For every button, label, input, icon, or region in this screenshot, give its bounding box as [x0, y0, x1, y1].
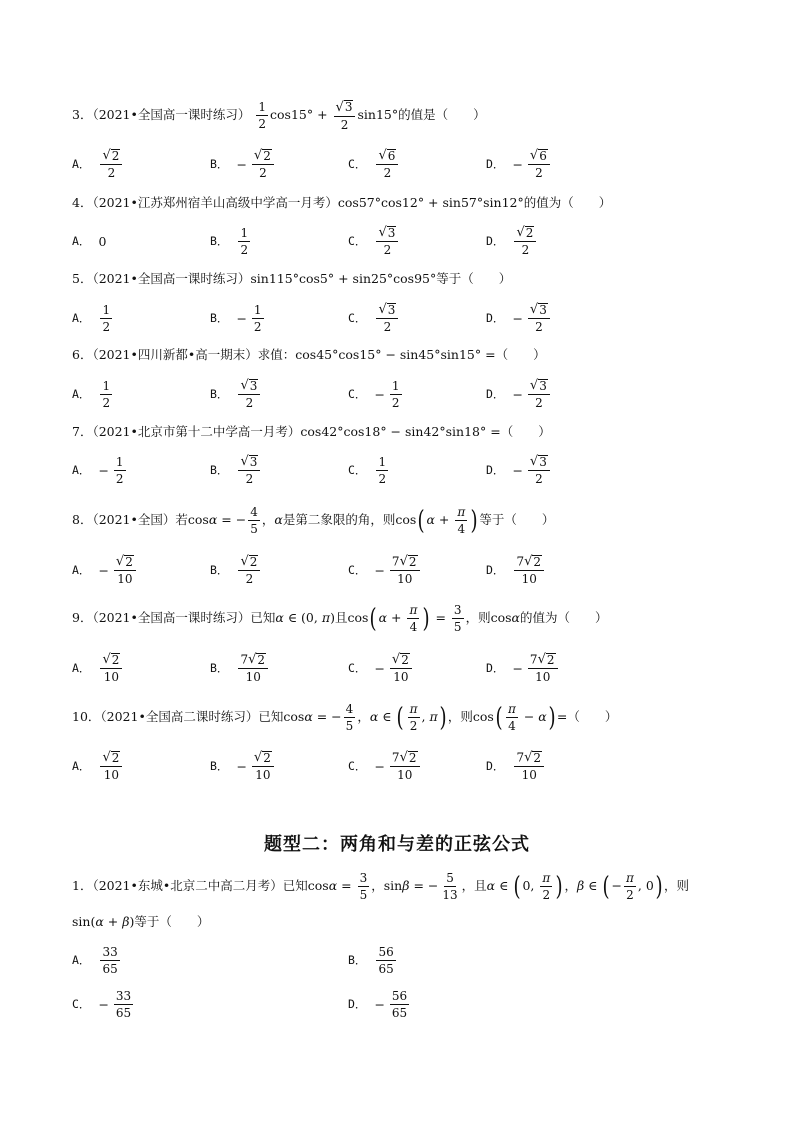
question-10-options [72, 748, 732, 784]
stem-text: 且 [334, 610, 348, 625]
question-tail: 等于（ ） [436, 271, 512, 286]
option-c[interactable]: C． − $\frac{33}{65}$ [72, 988, 132, 1020]
question-expr: cos42°cos18° − sin42°sin18° = [300, 424, 501, 439]
question-8-options [72, 552, 732, 588]
question-expr: cos45°cos15° − sin45°sin15° = [295, 347, 496, 362]
question-source: （2021•北京市第十二中学高一月考） [92, 424, 301, 439]
stem-text: ，则 [447, 709, 473, 724]
option-c[interactable]: C． − 7 √ 2 10 [348, 552, 422, 588]
question-number: 10． [72, 709, 101, 724]
section-title: 题型二：两角和与差的正弦公式 [264, 834, 530, 855]
question-source: （2021•东城•北京二中高二月考） [92, 878, 283, 893]
question-6-options [72, 376, 732, 412]
question-expr: cos57°cos12° + sin57°sin12° [337, 195, 524, 210]
question-tail: （ ） [495, 347, 546, 362]
question-prefix: 求值： [257, 347, 296, 362]
option-a[interactable]: A． √ 2 10 [72, 748, 124, 784]
option-d[interactable]: D． 7 √ 2 10 [486, 748, 546, 784]
option-d[interactable]: D． − √ 3 2 [486, 300, 552, 336]
question-5-options [72, 300, 732, 336]
option-d[interactable]: D． √ 2 2 [486, 223, 538, 259]
question-tail: 的值是（ ） [398, 107, 486, 122]
option-b[interactable]: B． √ 2 2 [210, 552, 262, 588]
option-d[interactable]: D． − √ 3 2 [486, 452, 552, 488]
stem-text: ，且 [461, 878, 487, 893]
option-c[interactable]: C． √ 3 2 [348, 300, 400, 336]
stem-text: 已知 [282, 878, 308, 893]
question-source: （2021•四川新都•高一期末） [92, 347, 258, 362]
question-9-stem: 9．（2021•全国高一课时练习）已知α ∈ (0, π)且cos( α + $\frac{\pi}{4}$ ) = $\frac{3}{5}$ ，则cosα的值为（ ） [72, 603, 608, 634]
question-7 [72, 414, 732, 450]
question-3 [72, 97, 732, 133]
question-5-stem [72, 261, 511, 297]
option-a[interactable]: A． $\frac{1}{2}$ [72, 302, 111, 334]
stem-text: ， [564, 878, 577, 893]
stem-text: ， [357, 709, 370, 724]
option-a[interactable]: A． $\frac{1}{2}$ [72, 378, 111, 410]
stem-text: 已知 [250, 610, 276, 625]
option-c[interactable]: C． − $\frac{1}{2}$ [348, 378, 400, 410]
option-b[interactable]: B． − √ 2 2 [210, 146, 276, 182]
option-c[interactable]: C． √ 6 2 [348, 146, 400, 182]
question-3-options [72, 146, 732, 182]
question-source: （2021•全国高一课时练习） [92, 610, 251, 625]
question-9 [72, 598, 732, 638]
stem-text: 若 [175, 512, 188, 527]
option-d[interactable]: D． − √ 6 2 [486, 146, 552, 182]
question-source: （2021•全国高一课时练习） [92, 107, 251, 122]
option-d[interactable]: D． − √ 3 2 [486, 376, 552, 412]
section-question-1-line-2: sin(α + β)等于（ ） [72, 914, 210, 929]
option-b[interactable]: B． − $\frac{1}{2}$ [210, 302, 262, 334]
question-number: 8． [72, 512, 93, 527]
question-tail: （ ） [500, 424, 551, 439]
option-c[interactable]: C． − 7 √ 2 10 [348, 748, 422, 784]
question-number: 4． [72, 195, 93, 210]
frac-1-2: $\frac{1}{2}$ [258, 100, 267, 131]
stem-text: 已知 [258, 709, 284, 724]
option-a[interactable]: A． √ 2 10 [72, 650, 124, 686]
option-b[interactable]: B． $\frac{1}{2}$ [210, 225, 249, 257]
question-9-options [72, 650, 732, 686]
question-number: 7． [72, 424, 93, 439]
option-a[interactable]: A． √ 2 2 [72, 146, 124, 182]
option-b[interactable]: B． − √ 2 10 [210, 748, 276, 784]
stem-text: ， [261, 512, 275, 527]
question-5 [72, 261, 732, 297]
question-4-stem [72, 185, 611, 221]
option-c[interactable]: C． − √ 2 10 [348, 650, 414, 686]
question-3-stem: 3．（2021•全国高一课时练习） $\frac{1}{2}$ cos15° + √ 3 2 sin15°的值是（ ） [72, 99, 486, 132]
option-b[interactable]: B． √ 3 2 [210, 376, 262, 412]
option-a[interactable]: A． − √ 2 10 [72, 552, 138, 588]
question-number: 3． [72, 107, 93, 122]
question-8-stem: 8．（2021•全国）若cosα = − $\frac{4}{5}$ ，α是第二象限的角，则cos( α + $\frac{\pi}{4}$ ) 等于（ ） [72, 505, 555, 536]
option-b[interactable]: B． $\frac{56}{65}$ [348, 944, 394, 976]
question-7-options [72, 452, 732, 488]
stem-text: 是第二象限的角，则 [282, 512, 396, 527]
question-7-stem [72, 414, 551, 450]
question-4-options [72, 223, 732, 259]
question-source: （2021•全国） [92, 512, 176, 527]
section-question-1-line-1: 1．（2021•东城•北京二中高二月考）已知cosα = $\frac{3}{5}$ ，sinβ = − $\frac{5}{13}$ ，且α ∈ ( 0, $\frac{\pi}{2}$ ) ，β ∈ ( − $\frac{\pi}{2}$ , 0) ，则 [72, 871, 689, 902]
frac-sqrt3-2: √ 3 2 [334, 100, 356, 131]
stem-text: ， [371, 878, 384, 893]
option-b[interactable]: B． √ 3 2 [210, 452, 262, 488]
question-6-stem [72, 337, 546, 373]
question-source: （2021•全国高一课时练习） [92, 271, 251, 286]
option-c[interactable]: C． $\frac{1}{2}$ [348, 454, 387, 486]
question-number: 1． [72, 878, 93, 893]
question-10-stem: 10．（2021•全国高二课时练习）已知cosα = − $\frac{4}{5}$ ，α ∈ ( $\frac{\pi}{2}$ , π) ，则cos( $\frac{\pi}{4}$ − α) =（ ） [72, 702, 618, 733]
question-8 [72, 500, 732, 540]
question-10 [72, 697, 732, 737]
question-expr: sin115°cos5° + sin25°cos95° [250, 271, 437, 286]
question-tail: 的值为（ ） [523, 195, 612, 210]
question-source: （2021•全国高二课时练习） [100, 709, 259, 724]
option-b[interactable]: B． 7 √ 2 10 [210, 650, 270, 686]
question-4 [72, 185, 732, 221]
question-number: 5． [72, 271, 93, 286]
question-6 [72, 337, 732, 373]
question-source: （2021•江苏郑州宿羊山高级中学高一月考） [92, 195, 338, 210]
question-tail: 等于（ ） [479, 512, 555, 527]
option-d[interactable]: D． − 7 √ 2 10 [486, 650, 560, 686]
option-d[interactable]: D． 7 √ 2 10 [486, 552, 546, 588]
question-tail: 的值为（ ） [519, 610, 608, 625]
stem-text: ，则 [465, 610, 491, 625]
option-a[interactable]: A． 0 [72, 233, 107, 249]
section-question-1 [72, 866, 732, 1036]
question-number: 9． [72, 610, 93, 625]
question-tail: =（ ） [556, 709, 618, 724]
option-a[interactable]: A． $\frac{33}{65}$ [72, 944, 118, 976]
question-number: 6． [72, 347, 93, 362]
option-a[interactable]: A． − $\frac{1}{2}$ [72, 454, 124, 486]
stem-text: ，则 [663, 878, 689, 893]
question-tail: 等于（ ） [134, 914, 210, 929]
option-d[interactable]: D． − $\frac{56}{65}$ [348, 988, 408, 1020]
option-c[interactable]: C． √ 3 2 [348, 223, 400, 259]
